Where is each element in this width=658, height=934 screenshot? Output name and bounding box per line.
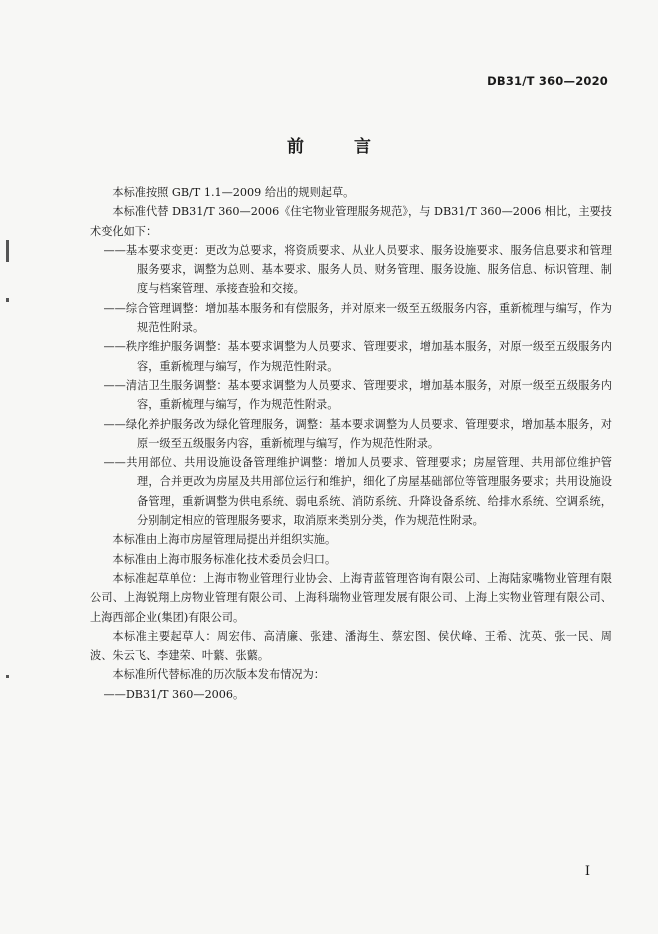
change-item: ——基本要求变更：更改为总要求，将资质要求、从业人员要求、服务设施要求、服务信息要求和管理服务要求，调整为总则、基本要求、服务人员、财务管理、服务设施、服务信息、标识管理、制度与档案管理、承接查验和交接。 xyxy=(103,243,612,296)
standard-code: DB31/T 360—2020 xyxy=(487,74,608,88)
scan-mark xyxy=(6,298,9,302)
foreword-body xyxy=(90,183,612,704)
scan-mark xyxy=(6,240,9,262)
paragraph: 本标准由上海市服务标准化技术委员会归口。 xyxy=(112,552,337,566)
change-item: ——秩序维护服务调整：基本要求调整为人员要求、管理要求，增加基本服务，对原一级至五级服务内容，重新梳理与编写，作为规范性附录。 xyxy=(103,340,612,373)
paragraph: 本标准代替 DB31/T 360—2006《住宅物业管理服务规范》，与 DB31/T 360—2006 相比，主要技术变化如下： xyxy=(90,205,612,238)
paragraph: 本标准由上海市房屋管理局提出并组织实施。 xyxy=(112,533,337,547)
change-item: ——综合管理调整：增加基本服务和有偿服务，并对原来一级至五级服务内容，重新梳理与编写，作为规范性附录。 xyxy=(103,301,612,335)
change-item: ——共用部位、共用设施设备管理维护调整：增加人员要求、管理要求；房屋管理、共用部位维护管理，合并更改为房屋及共用部位运行和维护，细化了房屋基础部位等管理服务要求；共用设施设备管理，重新调整为供电系统、弱电系统、消防系统、升降设备系统、给排水系统、空调系统，分别制定相应的管理服务要求，取消原来类别分类，作为规范性附录。 xyxy=(103,456,612,528)
change-item: ——清洁卫生服务调整：基本要求调整为人员要求、管理要求，增加基本服务，对原一级至五级服务内容，重新梳理与编写，作为规范性附录。 xyxy=(103,378,612,412)
page-title: 前 言 xyxy=(287,137,393,157)
history-item: ——DB31/T 360—2006。 xyxy=(103,687,245,701)
paragraph: 本标准主要起草人：周宏伟、高清廉、张建、潘海生、蔡宏图、侯伏峰、王希、沈英、张一民、周波、朱云飞、李建荣、叶蘩、张蘩。 xyxy=(90,629,612,663)
scan-mark xyxy=(6,675,9,678)
page-number: I xyxy=(584,864,590,879)
change-item: ——绿化养护服务改为绿化管理服务，调整：基本要求调整为人员要求、管理要求，增加基本服务，对原一级至五级服务内容，重新梳理与编写，作为规范性附录。 xyxy=(103,417,612,450)
paragraph: 本标准起草单位：上海市物业管理行业协会、上海青蓝管理咨询有限公司、上海陆家嘴物业管理有限公司、上海锐翔上房物业管理有限公司、上海科瑞物业管理发展有限公司、上海上实物业管理有限公司、上海西部企业(集团)有限公司。 xyxy=(90,571,612,624)
paragraph: 本标准按照 GB/T 1.1—2009 给出的规则起草。 xyxy=(112,186,355,199)
paragraph: 本标准所代替标准的历次版本发布情况为： xyxy=(112,668,325,682)
